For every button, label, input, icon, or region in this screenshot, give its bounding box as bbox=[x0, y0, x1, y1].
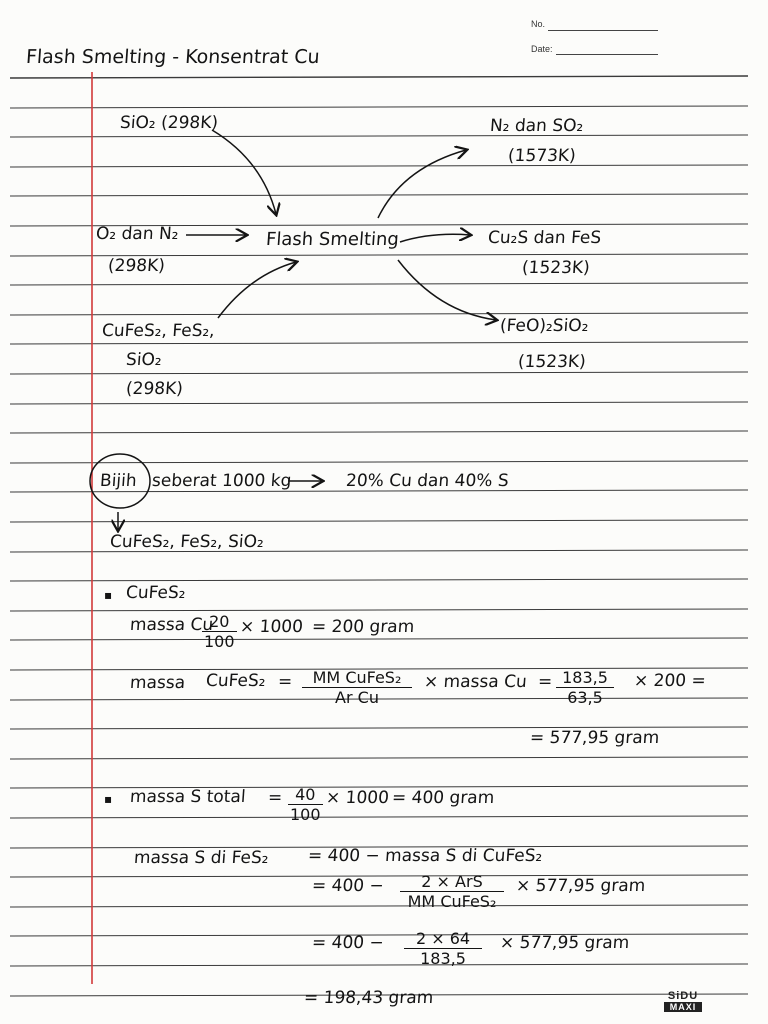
s1-equals: = bbox=[278, 672, 293, 692]
sidu-maxi-logo bbox=[664, 990, 702, 1012]
fraction-denominator: 183,5 bbox=[420, 949, 466, 968]
sio2-input-label: SiO₂ (298K) bbox=[119, 113, 219, 133]
s1-equals-2: = bbox=[538, 672, 553, 692]
s3-line2-suffix: × 577,95 gram bbox=[515, 876, 646, 896]
no-label: No. bbox=[531, 19, 546, 29]
s2-equals: = bbox=[268, 788, 283, 808]
fraction-denominator: 100 bbox=[204, 632, 235, 651]
s1-mult-massa-cu: × massa Cu bbox=[423, 672, 528, 692]
bullet-1: ▪ bbox=[104, 588, 113, 602]
page-title: Flash Smelting - Konsentrat Cu bbox=[25, 46, 321, 68]
arrow-smelting-to-matte bbox=[400, 234, 470, 242]
ore-minerals: CuFeS₂, FeS₂, SiO₂ bbox=[109, 532, 265, 552]
fraction-denominator: 63,5 bbox=[567, 688, 603, 707]
cufes2-sio2-label: SiO₂ bbox=[125, 350, 163, 370]
fraction-denominator: MM CuFeS₂ bbox=[407, 892, 497, 911]
s1-fraction-20-100 bbox=[202, 612, 237, 651]
o2-n2-input-label: O₂ dan N₂ bbox=[95, 224, 180, 244]
cufes2-input-label: CuFeS₂, FeS₂, bbox=[101, 321, 216, 341]
s3-line2-prefix: = 400 − bbox=[311, 876, 385, 896]
slag-output-label: (FeO)₂SiO₂ bbox=[499, 316, 590, 336]
s1-cufes2-label: CuFeS₂ bbox=[205, 671, 267, 691]
ore-composition: 20% Cu dan 40% S bbox=[345, 471, 510, 491]
s2-result-400: = 400 gram bbox=[391, 788, 495, 808]
date-label: Date: bbox=[531, 44, 553, 54]
s1-result-577: = 577,95 gram bbox=[529, 728, 660, 748]
fraction-denominator: Ar Cu bbox=[335, 688, 379, 707]
arrow-sio2-to-smelting bbox=[212, 130, 276, 214]
fraction-numerator: 40 bbox=[288, 785, 323, 805]
o2-n2-temp: (298K) bbox=[107, 256, 166, 276]
ore-weight: seberat 1000 kg bbox=[151, 471, 293, 491]
cu2s-fes-output-label: Cu₂S dan FeS bbox=[487, 228, 602, 248]
arrow-smelting-to-gas bbox=[378, 150, 466, 218]
s3-fraction-2ars-mm bbox=[400, 872, 504, 911]
n2-so2-output-label: N₂ dan SO₂ bbox=[489, 116, 585, 136]
s1-mult-1000: × 1000 bbox=[239, 617, 304, 637]
n2-so2-temp: (1573K) bbox=[507, 146, 577, 166]
s3-line3-prefix: = 400 − bbox=[311, 933, 385, 953]
bullet-2: ▪ bbox=[104, 792, 113, 806]
arrow-smelting-to-slag bbox=[398, 260, 496, 320]
s1-massa-label: massa bbox=[129, 673, 186, 693]
fraction-numerator: 183,5 bbox=[556, 668, 614, 688]
s3-line1: = 400 − massa S di CuFeS₂ bbox=[307, 846, 544, 866]
section3-heading: massa S di FeS₂ bbox=[133, 848, 270, 868]
brand-line2: MAXI bbox=[664, 1002, 702, 1012]
s2-fraction-40-100 bbox=[288, 785, 323, 824]
s3-final-result: = 198,43 gram bbox=[303, 988, 434, 1008]
slag-temp: (1523K) bbox=[517, 352, 587, 372]
section1-heading: CuFeS₂ bbox=[125, 583, 187, 603]
arrow-cufes2-to-smelting bbox=[218, 262, 296, 318]
fraction-numerator: 2 × ArS bbox=[400, 872, 504, 892]
fraction-numerator: 20 bbox=[202, 612, 237, 632]
s1-massa-cu-label: massa Cu bbox=[129, 615, 214, 635]
cu2s-fes-temp: (1523K) bbox=[521, 258, 591, 278]
section2-heading: massa S total bbox=[129, 787, 247, 807]
s1-result-200: = 200 gram bbox=[311, 617, 415, 637]
s1-fraction-mm-ar bbox=[302, 668, 412, 707]
cufes2-temp: (298K) bbox=[125, 379, 184, 399]
flash-smelting-center: Flash Smelting bbox=[265, 229, 400, 250]
fraction-denominator: 100 bbox=[290, 805, 321, 824]
fraction-numerator: MM CuFeS₂ bbox=[302, 668, 412, 688]
fraction-numerator: 2 × 64 bbox=[404, 929, 482, 949]
brand-line1: SiDU bbox=[667, 990, 699, 1002]
s1-mult-200: × 200 = bbox=[633, 671, 707, 691]
s3-line3-suffix: × 577,95 gram bbox=[499, 933, 630, 953]
ore-word: Bijih bbox=[99, 471, 138, 491]
s2-mult-1000: × 1000 bbox=[325, 788, 390, 808]
s3-fraction-2x64-183 bbox=[404, 929, 482, 968]
s1-fraction-183-63 bbox=[556, 668, 614, 707]
